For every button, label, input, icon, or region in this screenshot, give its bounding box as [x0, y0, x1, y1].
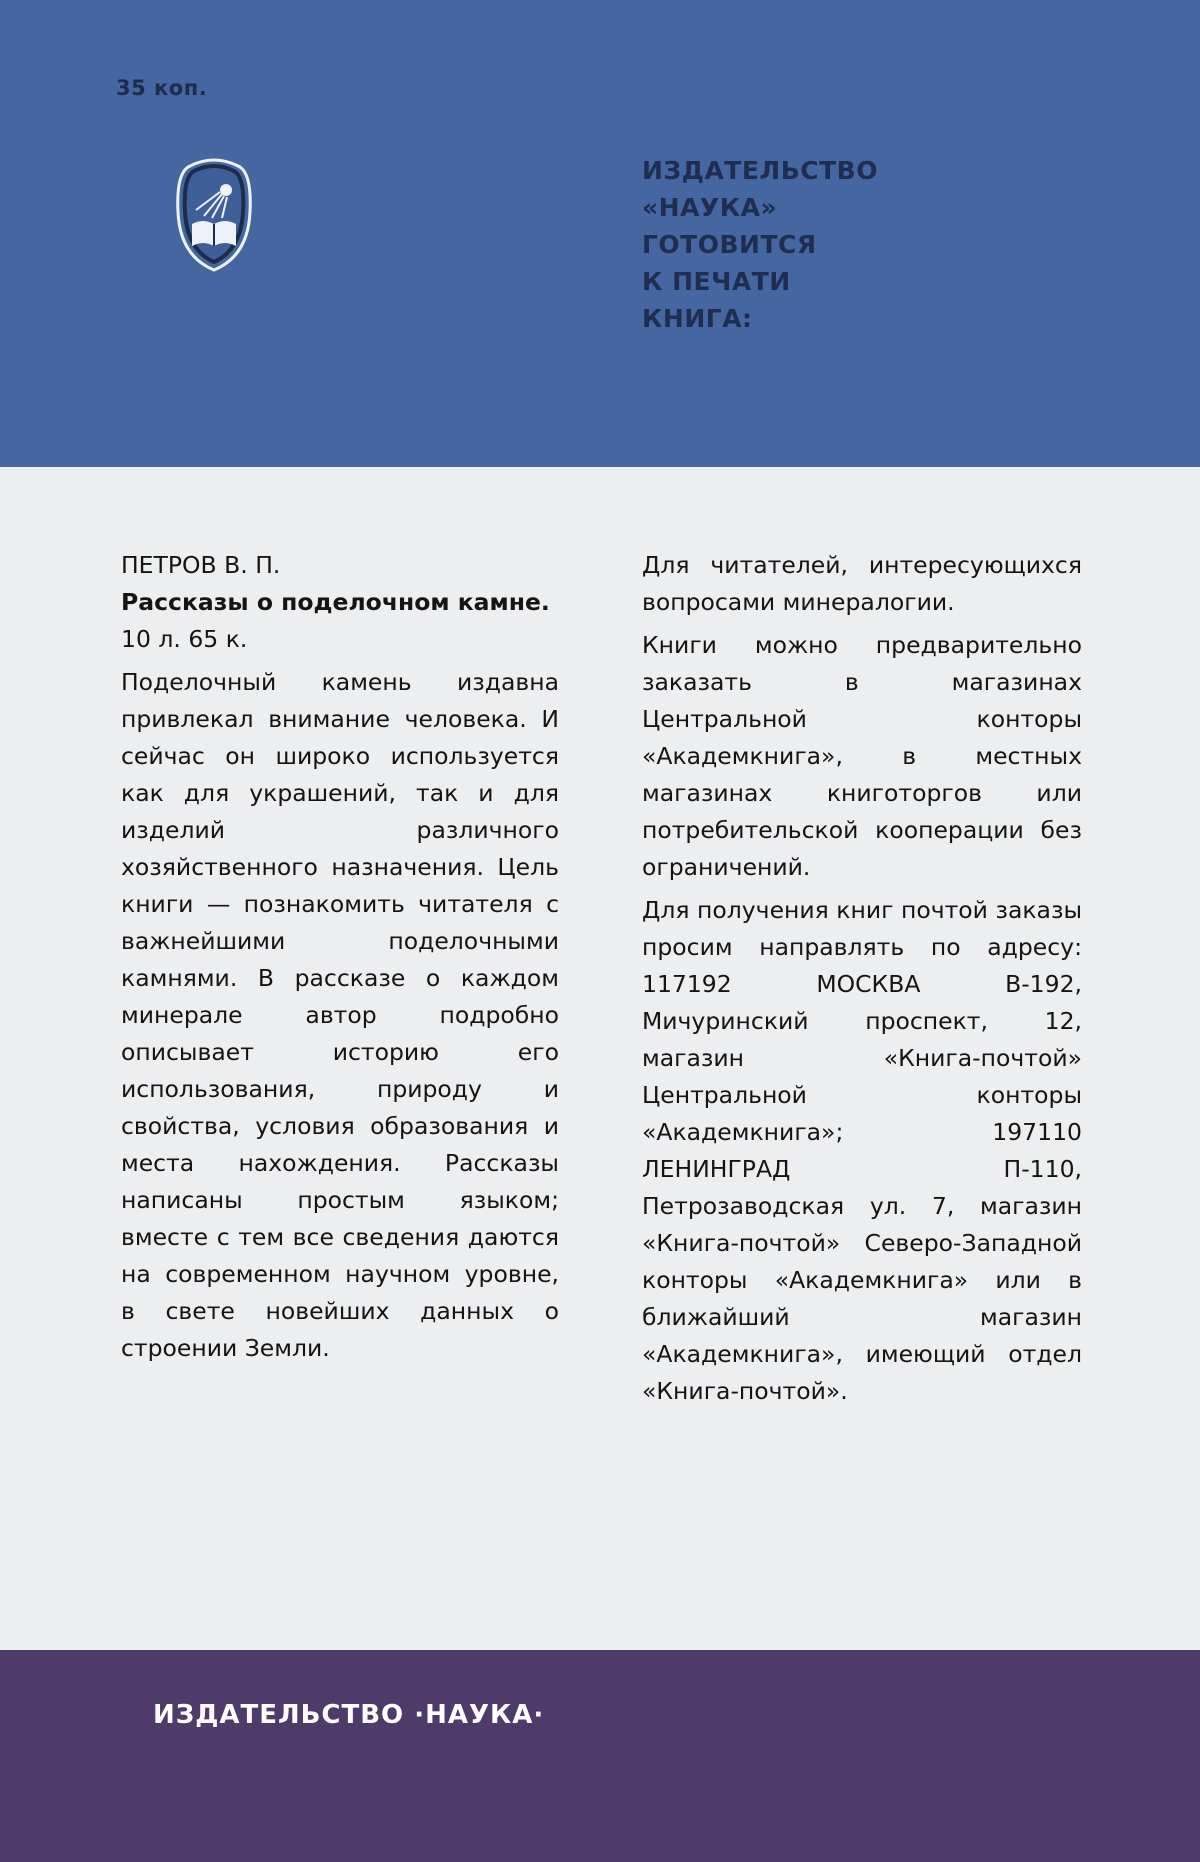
- publisher-name: ИЗДАТЕЛЬСТВО ·НАУКА·: [153, 1700, 545, 1730]
- announcement-line: ГОТОВИТСЯ: [642, 230, 817, 259]
- announcement: [642, 152, 878, 337]
- audience-note: Для читателей, интересующихся вопросами минералогии.: [642, 551, 1082, 616]
- announcement-line: КНИГА:: [642, 304, 753, 333]
- announcement-line: К ПЕЧАТИ: [642, 267, 791, 296]
- order-shops-paragraph: Книги можно предварительно заказать в магазинах Центральной конторы «Академкнига», в местных магазинах книготоргов или потребительской кооперации без ограничений.: [642, 631, 1082, 881]
- price-label: 35 коп.: [116, 76, 208, 100]
- sputnik-open-book-icon: [172, 152, 256, 274]
- announcement-line: ИЗДАТЕЛЬСТВО: [642, 156, 878, 185]
- book-description-column: [121, 547, 559, 1373]
- book-author: ПЕТРОВ В. П.: [121, 551, 281, 579]
- footer-band: [0, 1650, 1200, 1862]
- book-title: Рассказы о поделочном камне.: [121, 588, 550, 616]
- book-description: Поделочный камень издавна привлекал внимание человека. И сейчас он широко используется как для украшений, так и для изделий различного хозяйственного назначения. Цель книги — познакомить читателя с важнейшими поделочными камнями. В рассказе о каждом минерале автор подробно описывает историю его использования, природу и свойства, условия образования и места нахождения. Рассказы написаны простым языком; вместе с тем все сведения даются на современном научном уровне, в свете новейших данных о строении Земли.: [121, 668, 559, 1362]
- announcement-line: «НАУКА»: [642, 193, 778, 222]
- book-meta: 10 л. 65 к.: [121, 625, 248, 653]
- order-mail-paragraph: Для получения книг почтой заказы просим направлять по адресу: 117192 МОСКВА В-192, Мичуринский проспект, 12, магазин «Книга-почтой» Центральной конторы «Академкнига»; 197110 ЛЕНИНГРАД П-110, Петрозаводская ул. 7, магазин «Книга-почтой» Северо-Западной конторы «Академкнига» или в ближайший магазин «Академкнига», имеющий отдел «Книга-почтой».: [642, 896, 1082, 1405]
- ordering-info-column: [642, 547, 1082, 1416]
